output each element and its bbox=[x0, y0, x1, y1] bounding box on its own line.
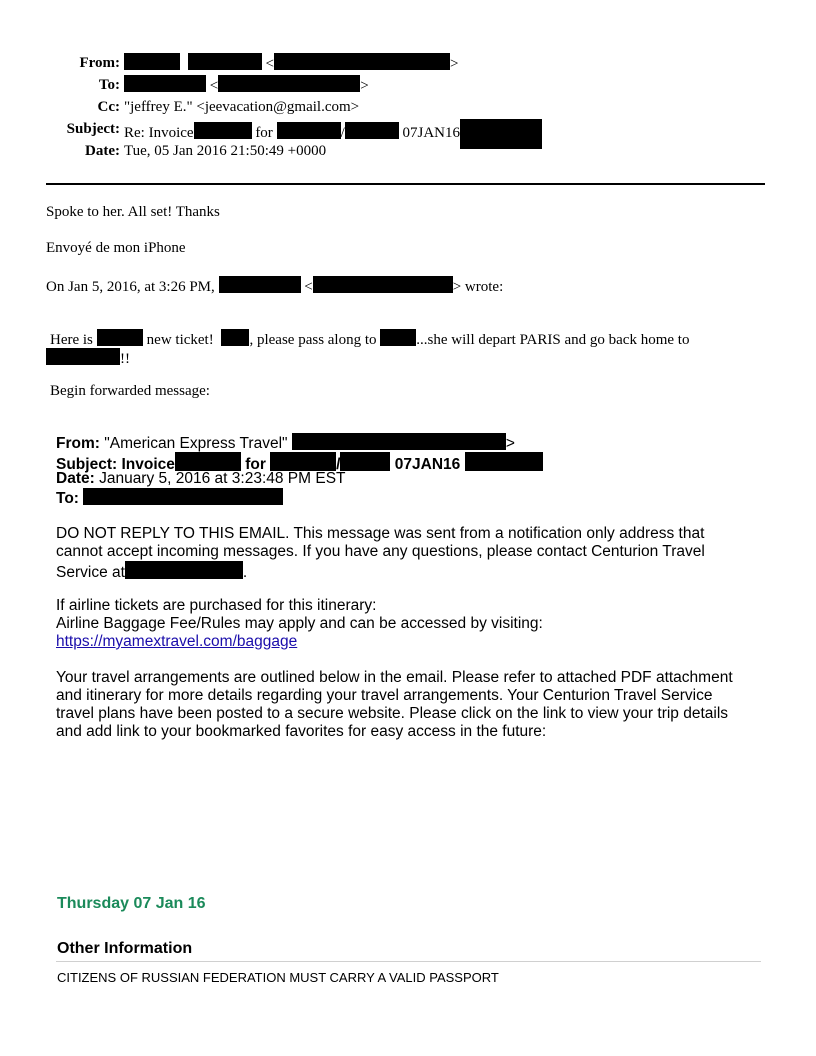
redaction-block bbox=[175, 452, 241, 471]
redaction-block bbox=[83, 488, 283, 505]
redaction-block bbox=[292, 433, 506, 450]
fwd-to-row bbox=[56, 488, 283, 508]
subject-prefix: Re: Invoice bbox=[124, 125, 194, 141]
quoted-line-1 bbox=[50, 329, 689, 349]
period-text: . bbox=[242, 564, 248, 581]
subject-for: for bbox=[255, 125, 273, 141]
redaction-block bbox=[380, 329, 416, 346]
to-value bbox=[124, 75, 369, 96]
body-p3-line4: and add link to your bookmarked favorites for easy access in the future: bbox=[56, 723, 547, 740]
fwd-from-value: "American Express Travel" bbox=[104, 435, 288, 452]
body-p3-line1: Your travel arrangements are outlined below in the email. Please refer to attached PDF attachment bbox=[56, 669, 733, 686]
cc-label: Cc: bbox=[97, 99, 120, 115]
fwd-subject-date: 07JAN16 bbox=[394, 456, 461, 473]
redaction-block bbox=[340, 452, 390, 471]
other-info-heading: Other Information bbox=[57, 940, 193, 957]
redaction-block bbox=[218, 75, 360, 92]
from-lt: < bbox=[265, 56, 274, 72]
bang-text: !! bbox=[120, 351, 130, 367]
redaction-block bbox=[277, 122, 341, 139]
fwd-date-row bbox=[56, 470, 346, 488]
subject-label: Subject: bbox=[66, 121, 120, 137]
fwd-to-label: To: bbox=[56, 490, 79, 507]
redaction-block bbox=[270, 452, 336, 471]
redaction-block bbox=[125, 561, 243, 579]
quote-prefix: On Jan 5, 2016, at 3:26 PM, bbox=[46, 279, 215, 295]
body-p1-line1: DO NOT REPLY TO THIS EMAIL. This message was sent from a notification only address that bbox=[56, 525, 705, 542]
body-p1-line3 bbox=[56, 561, 247, 582]
fwd-subject-label: Subject: Invoice bbox=[56, 456, 175, 473]
subject-date: 07JAN16 bbox=[402, 125, 460, 141]
body-p1-line2: cannot accept incoming messages. If you have any questions, please contact Centurion Travel bbox=[56, 543, 705, 560]
quote-suffix: > wrote: bbox=[452, 279, 504, 295]
fwd-from-row bbox=[56, 433, 515, 453]
service-at-text: Service at bbox=[56, 564, 125, 581]
fwd-subject-slash: / bbox=[336, 456, 341, 473]
please-pass-text: , please pass along to bbox=[249, 332, 377, 348]
redaction-block bbox=[124, 53, 180, 70]
depart-text: ...she will depart PARIS and go back home to bbox=[416, 332, 690, 348]
quote-lt: < bbox=[304, 279, 313, 295]
header-subject-row bbox=[0, 119, 816, 139]
fwd-subject-for: for bbox=[245, 456, 266, 473]
itinerary-day-heading: Thursday 07 Jan 16 bbox=[57, 895, 206, 912]
redaction-block bbox=[221, 329, 249, 346]
new-ticket-text: new ticket! bbox=[146, 332, 214, 348]
begin-forwarded: Begin forwarded message: bbox=[50, 383, 210, 399]
header-cc-row bbox=[0, 97, 816, 117]
quoted-line-2 bbox=[46, 348, 130, 368]
reply-line-2: Envoyé de mon iPhone bbox=[46, 240, 186, 256]
body-p3-line2: and itinerary for more details regarding your travel arrangements. Your Centurion Travel Service bbox=[56, 687, 713, 704]
header-from-row bbox=[0, 53, 816, 73]
to-gt: > bbox=[360, 78, 369, 94]
quote-attribution bbox=[46, 276, 503, 296]
redaction-block bbox=[194, 122, 252, 139]
redaction-block bbox=[46, 348, 120, 365]
body-p2-line2: Airline Baggage Fee/Rules may apply and can be accessed by visiting: bbox=[56, 615, 543, 632]
date-value: Tue, 05 Jan 2016 21:50:49 +0000 bbox=[124, 143, 327, 159]
to-lt: < bbox=[209, 78, 219, 94]
redaction-block bbox=[97, 329, 143, 346]
fwd-date-label: Date: bbox=[56, 470, 95, 487]
header-to-row bbox=[0, 75, 816, 95]
redaction-block bbox=[465, 452, 543, 471]
redaction-block bbox=[274, 53, 450, 70]
from-value bbox=[124, 53, 458, 74]
fwd-date-value: January 5, 2016 at 3:23:48 PM EST bbox=[99, 470, 346, 487]
from-label: From: bbox=[79, 55, 120, 71]
header-date-row bbox=[0, 141, 816, 161]
cc-value: "jeffrey E." <jeevacation@gmail.com> bbox=[124, 99, 360, 115]
from-gt: > bbox=[449, 56, 459, 72]
subject-slash: / bbox=[340, 125, 345, 141]
baggage-link[interactable]: https://myamextravel.com/baggage bbox=[56, 633, 298, 650]
to-label: To: bbox=[98, 77, 120, 93]
redaction-block bbox=[219, 276, 301, 293]
fwd-from-gt: > bbox=[505, 435, 515, 452]
date-label: Date: bbox=[85, 143, 120, 159]
here-is-text: Here is bbox=[50, 332, 93, 348]
fwd-from-label: From: bbox=[56, 435, 100, 452]
body-p2-line1: If airline tickets are purchased for this itinerary: bbox=[56, 597, 377, 614]
other-info-divider bbox=[56, 961, 761, 962]
header-divider bbox=[46, 183, 765, 185]
redaction-block bbox=[188, 53, 262, 70]
body-p3-line3: travel plans have been posted to a secure website. Please click on the link to view your trip details bbox=[56, 705, 729, 722]
reply-line-1: Spoke to her. All set! Thanks bbox=[46, 204, 220, 220]
other-info-text: CITIZENS OF RUSSIAN FEDERATION MUST CARRY A VALID PASSPORT bbox=[57, 970, 499, 985]
redaction-block bbox=[124, 75, 206, 92]
redaction-block bbox=[313, 276, 453, 293]
redaction-block bbox=[345, 122, 399, 139]
